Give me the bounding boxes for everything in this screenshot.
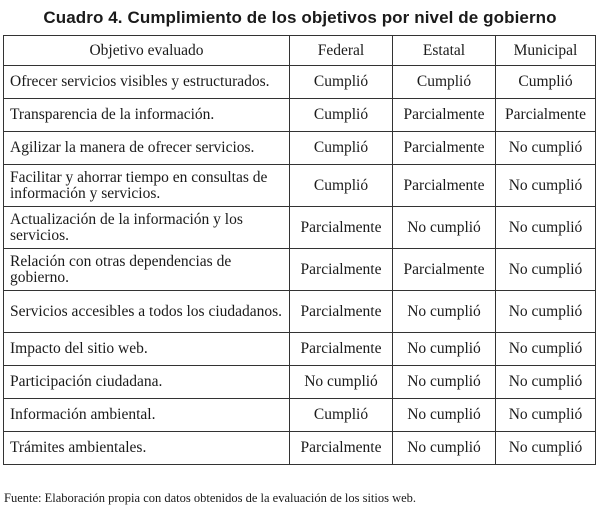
objective-cell: Ofrecer servicios visibles y estructurados. [4,66,290,99]
federal-cell: Cumplió [290,399,393,432]
objective-cell: Facilitar y ahorrar tiempo en consultas de información y servicios. [4,165,290,207]
estatal-cell: Cumplió [393,66,496,99]
estatal-cell: Parcialmente [393,132,496,165]
objective-cell: Trámites ambientales. [4,432,290,465]
estatal-cell: Parcialmente [393,249,496,291]
estatal-cell: No cumplió [393,207,496,249]
estatal-cell: Parcialmente [393,165,496,207]
table-row [4,291,596,333]
federal-cell: Parcialmente [290,207,393,249]
table-row [4,333,596,366]
federal-cell: Cumplió [290,165,393,207]
column-header-estatal: Estatal [393,36,496,66]
estatal-cell: No cumplió [393,366,496,399]
municipal-cell: No cumplió [496,207,596,249]
column-header-objective: Objetivo evaluado [4,36,290,66]
estatal-cell: Parcialmente [393,99,496,132]
municipal-cell: No cumplió [496,399,596,432]
objective-cell: Relación con otras dependencias de gobierno. [4,249,290,291]
municipal-cell: No cumplió [496,132,596,165]
objective-cell: Transparencia de la información. [4,99,290,132]
source-note: Fuente: Elaboración propia con datos obtenidos de la evaluación de los sitios web. [4,491,417,505]
municipal-cell: No cumplió [496,165,596,207]
table-row [4,99,596,132]
table-title: Cuadro 4. Cumplimiento de los objetivos por nivel de gobierno [43,8,557,27]
estatal-cell: No cumplió [393,333,496,366]
table-row [4,66,596,99]
estatal-cell: No cumplió [393,291,496,333]
table-row [4,207,596,249]
objective-cell: Información ambiental. [4,399,290,432]
estatal-cell: No cumplió [393,432,496,465]
federal-cell: Cumplió [290,99,393,132]
column-header-municipal: Municipal [496,36,596,66]
table-row [4,165,596,207]
municipal-cell: No cumplió [496,366,596,399]
municipal-cell: No cumplió [496,249,596,291]
table-row [4,249,596,291]
objective-cell: Impacto del sitio web. [4,333,290,366]
federal-cell: No cumplió [290,366,393,399]
objective-cell: Actualización de la información y los servicios. [4,207,290,249]
objective-cell: Servicios accesibles a todos los ciudadanos. [4,291,290,333]
federal-cell: Parcialmente [290,432,393,465]
column-header-federal: Federal [290,36,393,66]
municipal-cell: No cumplió [496,291,596,333]
table-row [4,432,596,465]
table-header-row [4,36,596,66]
federal-cell: Parcialmente [290,249,393,291]
table-row [4,366,596,399]
objectives-table [3,35,596,465]
municipal-cell: No cumplió [496,432,596,465]
objective-cell: Agilizar la manera de ofrecer servicios. [4,132,290,165]
municipal-cell: No cumplió [496,333,596,366]
municipal-cell: Cumplió [496,66,596,99]
municipal-cell: Parcialmente [496,99,596,132]
objective-cell: Participación ciudadana. [4,366,290,399]
federal-cell: Cumplió [290,66,393,99]
table-row [4,399,596,432]
federal-cell: Parcialmente [290,333,393,366]
estatal-cell: No cumplió [393,399,496,432]
table-row [4,132,596,165]
federal-cell: Cumplió [290,132,393,165]
federal-cell: Parcialmente [290,291,393,333]
